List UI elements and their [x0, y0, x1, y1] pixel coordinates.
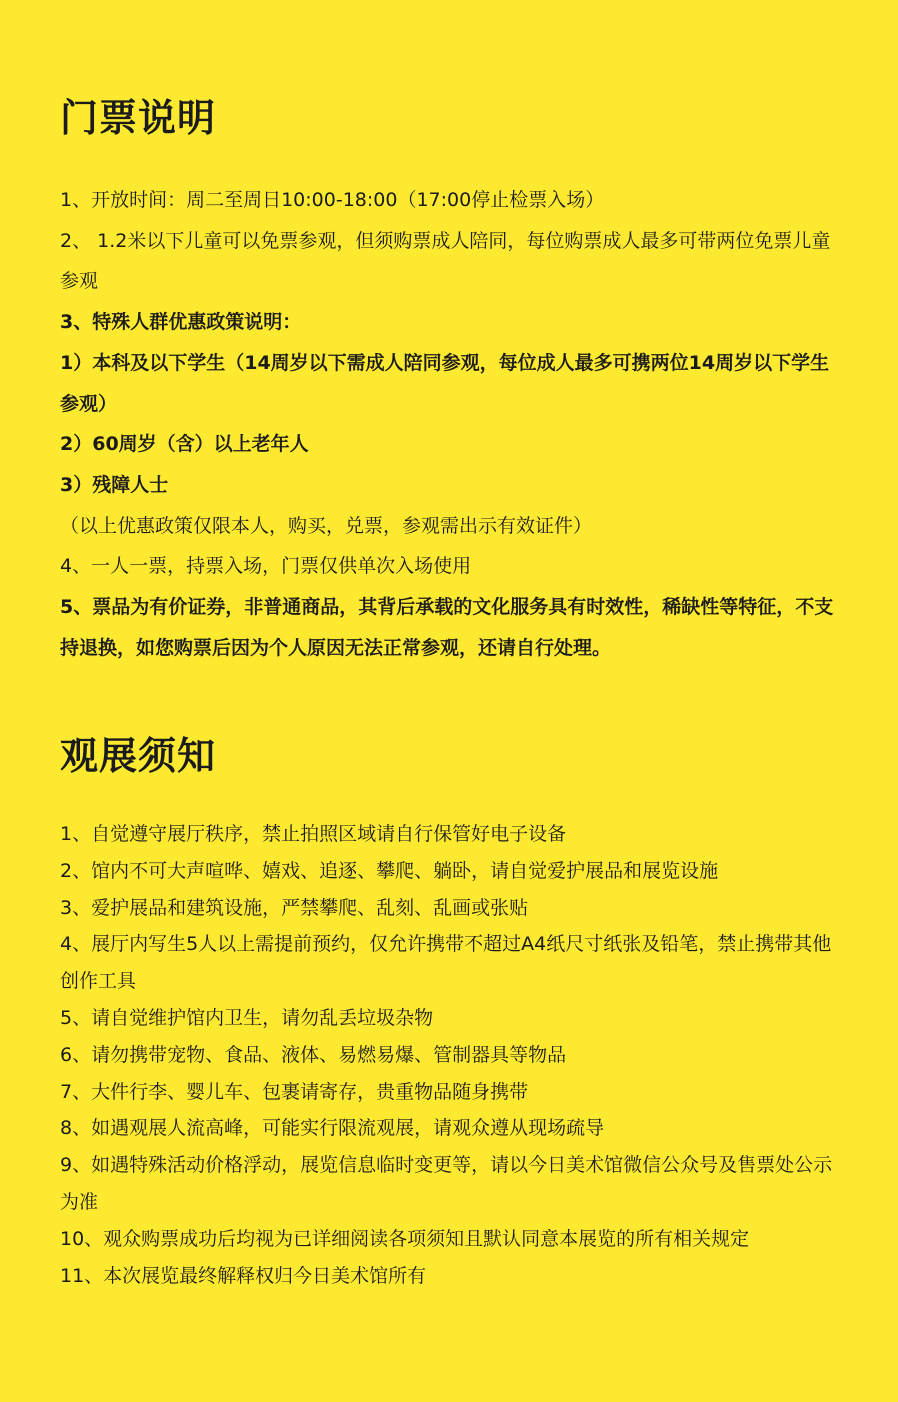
ticket-rule-5: 5、票品为有价证券，非普通商品，其背后承载的文化服务具有时效性，稀缺性等特征，不支持退换，如您购票后因为个人原因无法正常参观，还请自行处理。	[60, 596, 834, 659]
visit-rule-10: 10、观众购票成功后均视为已详细阅读各项须知且默认同意本展览的所有相关规定	[60, 1227, 750, 1250]
visit-rule-5: 5、请自觉维护馆内卫生，请勿乱丢垃圾杂物	[60, 1006, 434, 1029]
visit-rule-6: 6、请勿携带宠物、食品、液体、易燃易爆、管制器具等物品	[60, 1043, 567, 1066]
visit-rule-9: 9、如遇特殊活动价格浮动，展览信息临时变更等，请以今日美术馆微信公众号及售票处公示为准	[60, 1154, 833, 1213]
ticket-rule-1: 1、开放时间：周二至周日10:00-18:00（17:00停止检票入场）	[60, 189, 605, 211]
ticket-rule-3: 3、特殊人群优惠政策说明：	[60, 311, 302, 334]
visit-rule-3: 3、爱护展品和建筑设施，严禁攀爬、乱刻、乱画或张贴	[60, 896, 529, 919]
visit-rule-1: 1、自觉遵守展厅秩序，禁止拍照区域请自行保管好电子设备	[60, 823, 567, 845]
ticket-rule-note: （以上优惠政策仅限本人，购买，兑票，参观需出示有效证件）	[60, 514, 593, 537]
visit-rule-11: 11、本次展览最终解释权归今日美术馆所有	[60, 1264, 427, 1287]
visit-rule-4: 4、展厅内写生5人以上需提前预约，仅允许携带不超过A4纸尺寸纸张及铅笔，禁止携带其他创作工具	[60, 933, 832, 993]
ticket-rule-2: 2、 1.2米以下儿童可以免票参观，但须购票成人陪同，每位购票成人最多可带两位免票儿童参观	[60, 229, 831, 293]
ticket-rule-3-2: 2）60周岁（含）以上老年人	[60, 433, 309, 456]
visit-rule-2: 2、馆内不可大声喧哗、嬉戏、追逐、攀爬、躺卧，请自觉爱护展品和展览设施	[60, 859, 719, 882]
ticket-section-title: 门票说明	[60, 96, 217, 140]
ticket-rules-list	[60, 180, 842, 668]
ticket-rule-3-1: 1）本科及以下学生（14周岁以下需成人陪同参观，每位成人最多可携两位14周岁以下学生参观）	[60, 351, 830, 415]
ticket-rule-3-3: 3）残障人士	[60, 473, 169, 496]
ticket-rule-4: 4、一人一票，持票入场，门票仅供单次入场使用	[60, 555, 472, 578]
visit-rule-7: 7、大件行李、婴儿车、包裹请寄存，贵重物品随身携带	[60, 1080, 529, 1103]
visit-rule-8: 8、如遇观展人流高峰，可能实行限流观展，请观众遵从现场疏导	[60, 1117, 605, 1140]
visit-rules-list	[60, 816, 842, 1294]
visit-section-title: 观展须知	[60, 734, 217, 778]
